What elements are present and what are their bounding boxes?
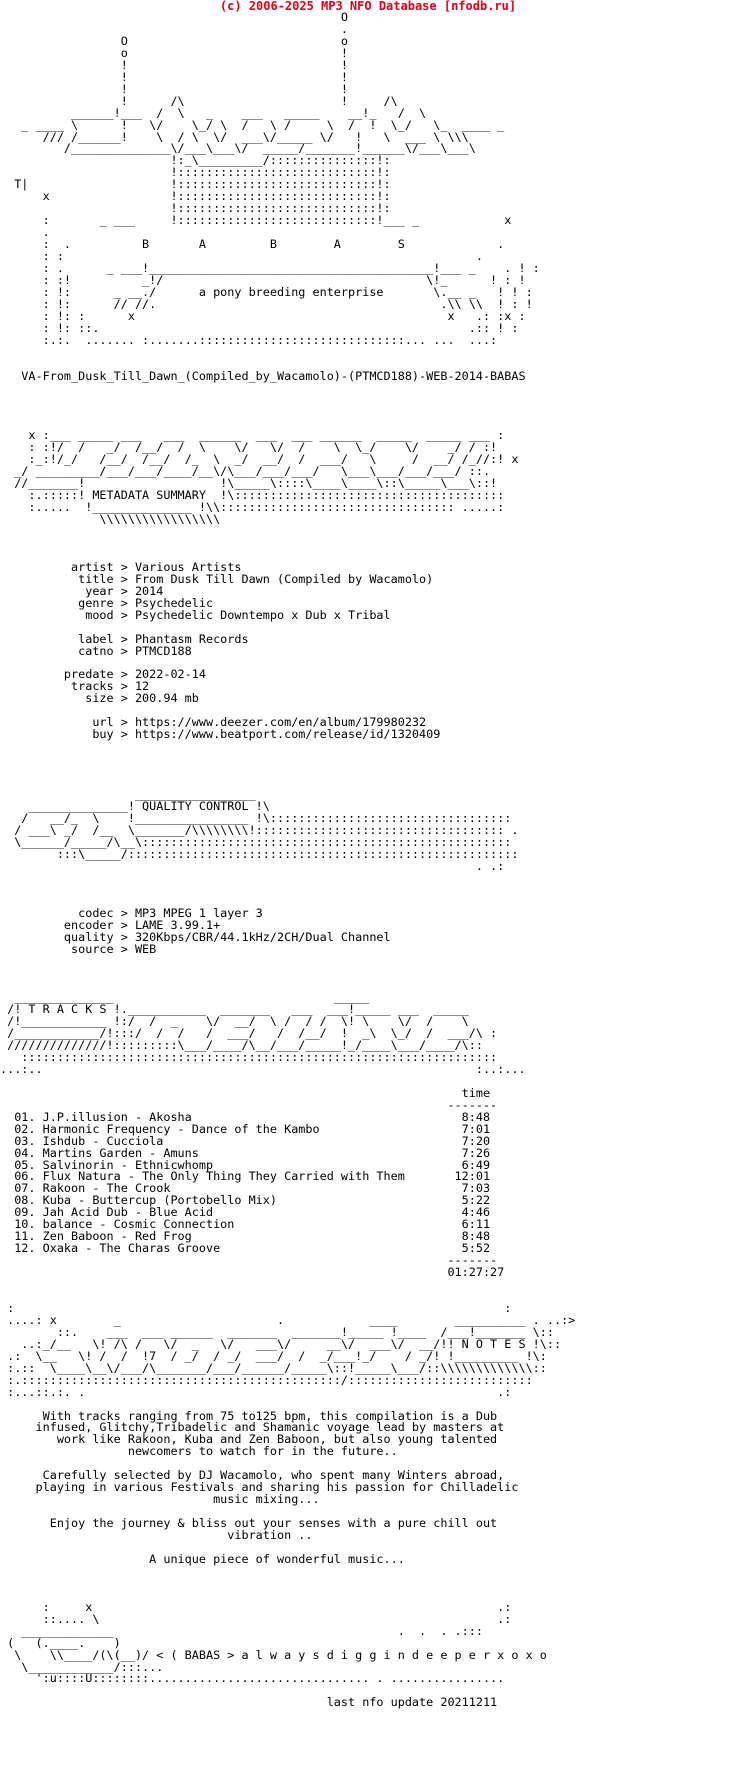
nfo-line: A unique piece of wonderful music... [0, 1551, 405, 1566]
nfo-line: : :! _!/ \!_ ! : ! [0, 272, 526, 287]
nfo-line: ( (.____. ) [0, 1635, 121, 1650]
nfo-line: catno > PTMCD188 [0, 643, 192, 658]
nfo-line: ! ! [0, 81, 349, 96]
nfo-line: infused, Glitchy,Tribadelic and Shamanic voyage lead by masters at [0, 1420, 505, 1435]
nfo-line: ::.... \ .: [0, 1611, 512, 1626]
nfo-line: year > 2014 [0, 583, 164, 598]
nfo-line: 11. Zen Baboon - Red Frog 8:48 [0, 1229, 491, 1244]
nfo-text [0, 12, 575, 1709]
nfo-line: music mixing... [0, 1492, 320, 1507]
nfo-line: mood > Psychedelic Downtempo x Dub x Tribal [0, 607, 391, 622]
nfo-line: predate > 2022-02-14 [0, 667, 206, 682]
nfo-line: playing in various Festivals and sharing his passion for Chilladelic [0, 1480, 519, 1495]
nfo-line: 04. Martins Garden - Amuns 7:26 [0, 1145, 491, 1160]
nfo-line: ...:.. :..:... [0, 1061, 526, 1076]
nfo-line: :_:!/_/ /__/ /__/ /_ \ _/ __/ / ___/ \ / __/ /_//:! x [0, 452, 519, 467]
nfo-line: _____________ . . . .::: [0, 1623, 483, 1638]
nfo-line: artist > Various Artists [0, 559, 242, 574]
nfo-line: :...::.:. . .: [0, 1384, 512, 1399]
nfo-line: \\\\\\\\\\\\\\\\\ [0, 512, 221, 527]
nfo-line: size > 200.94 mb [0, 691, 199, 706]
nfo-line: work like Rakoon, Kuba and Zen Baboon, but also young talented [0, 1432, 498, 1447]
nfo-line: :::\_____/::::::::::::::::::::::::::::::::::::::::::::::::::::::: [0, 846, 519, 861]
nfo-line: \______/_____/\__\:::::::::::::::::::::::::::::::::::::::::::::::::::: [0, 834, 512, 849]
nfo-line: \____________/:::... [0, 1659, 164, 1674]
nfo-line: _________________ [0, 786, 256, 801]
nfo-line: ::::::::::::::::::::::::::::::::::::::::::::::::::::::::::::::::::: [0, 1049, 498, 1064]
nfo-line: source > WEB [0, 942, 157, 957]
nfo-line: 10. balance - Cosmic Connection 6:11 [0, 1217, 491, 1232]
nfo-line: ....: x _ . ____ __________ . ..:> [0, 1312, 576, 1327]
nfo-line: x !::::::::::::::::::::::::::::!: [0, 189, 391, 204]
nfo-line: /!____________ !:/ / _ \/ __/ \ / / / \! \ \/ / \ [0, 1014, 469, 1029]
nfo-line: ! ! [0, 57, 349, 72]
nfo-line: url > https://www.deezer.com/en/album/179980232 [0, 715, 427, 730]
nfo-line: //_______! !\_____\::::\____\____\::\_____\___\::! [0, 476, 498, 491]
nfo-line: : !: // //. .\\ \\ ! : ! [0, 296, 533, 311]
nfo-line: 05. Salvinorin - Ethnicwhomp 6:49 [0, 1157, 491, 1172]
nfo-line: :.:::::::::::::::::::::::::::::::::::::::::::::/:::::::::::::::::::::::::: [0, 1372, 533, 1387]
nfo-line: genre > Psychedelic [0, 595, 214, 610]
nfo-line: 09. Jah Acid Dub - Blue Acid 4:46 [0, 1205, 491, 1220]
nfo-line: T| !::::::::::::::::::::::::::::!: [0, 177, 391, 192]
nfo-line: Carefully selected by DJ Wacamolo, who spent many Winters abroad, [0, 1468, 505, 1483]
nfo-line: : !: _ __./ a pony breeding enterprise \.__ _ ! ! : [0, 284, 533, 299]
nfo-line: . [0, 21, 349, 36]
nfo-line: : . _ ___!________________________________________!___ _ . ! : [0, 261, 540, 276]
nfo-line: VA-From_Dusk_Till_Dawn_(Compiled_by_Wacamolo)-(PTMCD188)-WEB-2014-BABAS [0, 368, 526, 383]
nfo-line: buy > https://www.beatport.com/release/id/1320409 [0, 727, 441, 742]
nfo-line: 12. Oxaka - The Charas Groove 5:52 [0, 1241, 491, 1256]
nfo-line: Enjoy the journey & bliss out your senses with a pure chill out [0, 1516, 498, 1531]
nfo-line: /// /______! \ / \ \/ ___\/_____ \/ ! \ ___ \ \\\ [0, 129, 469, 144]
nfo-line: . .: [0, 858, 505, 873]
nfo-line: : !: : x x .: :x : [0, 308, 526, 323]
nfo-line: : !: ::. .:: ! : [0, 320, 519, 335]
nfo-line: o ! [0, 45, 349, 60]
nfo-line: /______________\/___\___\/ _____/_______!______\/___\___\ [0, 141, 476, 156]
nfo-line: label > Phantasm Records [0, 631, 249, 646]
nfo-line: 01:27:27 [0, 1265, 505, 1280]
nfo-line: / __/_ \ !________________ !\:::::::::::::::::::::::::::::::::: [0, 810, 512, 825]
nfo-line: 06. Flux Natura - The Only Thing They Carried with Them 12:01 [0, 1169, 491, 1184]
nfo-line: . [0, 225, 50, 240]
nfo-line: !::::::::::::::::::::::::::::!: [0, 165, 391, 180]
nfo-line: quality > 320Kbps/CBR/44.1kHz/2CH/Dual Channel [0, 930, 391, 945]
nfo-line: / ___\ _/ /__ \_______/\\\\\\\\!::::::::::::::::::::::::::::::::::: . [0, 822, 519, 837]
nfo-line: title > From Dusk Till Dawn (Compiled by Wacamolo) [0, 571, 434, 586]
nfo-line: ..:_/__ \! /\ / \/ _ \/ ___\/ __\/ ___\/ __/!! N O T E S !\:: [0, 1336, 562, 1351]
nfo-line: /! T R A C K S !.___________ _______ ___ ___!_____ ___ _____ [0, 1002, 469, 1017]
nfo-line: : :!/ / _/ /__/ / \ \/ \/ / \ \_/ \/ _/ / :! [0, 440, 498, 455]
nfo-line: \ \\____/(\(__)/ < ( BABAS > a l w a y s d i g g i n d e e p e r x o x o [0, 1647, 547, 1662]
nfo-line: vibration .. [0, 1528, 313, 1543]
nfo-line: /____________/!:::/ / / / ___/ / /__/ ! _\ \_/ / ___/\ : [0, 1026, 498, 1041]
nfo-line: last nfo update 20211211 [0, 1695, 498, 1710]
nfo-line: ------- [0, 1253, 498, 1268]
nfo-line: time [0, 1085, 491, 1100]
nfo-line: :.:: \____\__\/___/\_______/___/______/_____\::!_____\___/::\\\\\\\\\\\\\:: [0, 1360, 547, 1375]
nfo-line: ------- [0, 1097, 498, 1112]
nfo-line: : : . [0, 249, 483, 264]
nfo-line: : . B A B A S . [0, 237, 505, 252]
site-header: (c) 2006-2025 MP3 NFO Database [nfodb.ru] [219, 0, 517, 13]
nfo-line: _ ____ \ ! \/ \_/ \ / \ / \ / ! \_/ \_ ____ _ [0, 117, 505, 132]
nfo-line: encoder > LAME 3.99.1+ [0, 918, 221, 933]
nfo-line: ! ! [0, 69, 349, 84]
nfo-line: : _ ___ !::::::::::::::::::::::::::::!___ _ x [0, 213, 512, 228]
nfo-line: :.:. ....... :.......:::::::::::::::::::::::::::::... ... ...: [0, 332, 498, 347]
nfo-line: 03. Ishdub - Cucciola 7:20 [0, 1133, 491, 1148]
nfo-line: //////////////!:::::::::\___/____/\__/___/_____!_/____\___/____/\:: [0, 1037, 483, 1052]
nfo-line: newcomers to watch for in the future.. [0, 1444, 398, 1459]
nfo-line: O [0, 10, 349, 24]
nfo-line: : : [0, 1300, 512, 1315]
nfo-line: O o [0, 33, 349, 48]
nfo-line: 02. Harmonic Frequency - Dance of the Kambo 7:01 [0, 1121, 491, 1136]
nfo-line: ______________! QUALITY CONTROL !\ [0, 798, 270, 813]
nfo-line: With tracks ranging from 75 to125 bpm, this compilation is a Dub [0, 1408, 498, 1423]
nfo-line: codec > MP3 MPEG 1 layer 3 [0, 906, 263, 921]
nfo-line: 01. J.P.illusion - Akosha 8:48 [0, 1109, 491, 1124]
nfo-line: ::. ___ ___ ______ _______ _______!_____ !____ /___!_______ \:: [0, 1324, 554, 1339]
nfo-line: 08. Kuba - Buttercup (Portobello Mix) 5:22 [0, 1193, 491, 1208]
nfo-line: .: \__ \! / / !7 / _/ / _/ ___/ / _/___!_/ / _/! !_________ !\: [0, 1348, 547, 1363]
nfo-line: : x .: [0, 1599, 512, 1614]
nfo-line: ______________ _____ [0, 990, 370, 1005]
nfo-line: !:_\_________/:::::::::::::::!: [0, 153, 391, 168]
nfo-line: tracks > 12 [0, 679, 150, 694]
nfo-line: :..... !______________ !\\::::::::::::::::::::::::::::::::: .....: [0, 500, 505, 515]
nfo-line: _/ _________/___/___/____/__\/\___/___/___/ \___\___/___/___/ ::. [0, 464, 491, 479]
nfo-line: !::::::::::::::::::::::::::::!: [0, 201, 391, 216]
nfo-line: x :___ _____ ___ ___ ______ ___ ___ ______ _____ _____ ___ : [0, 428, 505, 443]
nfo-line: ______!___ / \ _ ___ _____ __!_ / \ [0, 105, 427, 120]
nfo-line: 07. Rakoon - The Crook 7:03 [0, 1181, 491, 1196]
nfo-line: ':u::::U::::::::............................... . ................ [0, 1671, 505, 1686]
nfo-line: :.:::::! METADATA SUMMARY !\:::::::::::::::::::::::::::::::::::::: [0, 488, 505, 503]
nfo-line: ! /\ ! /\ [0, 93, 398, 108]
